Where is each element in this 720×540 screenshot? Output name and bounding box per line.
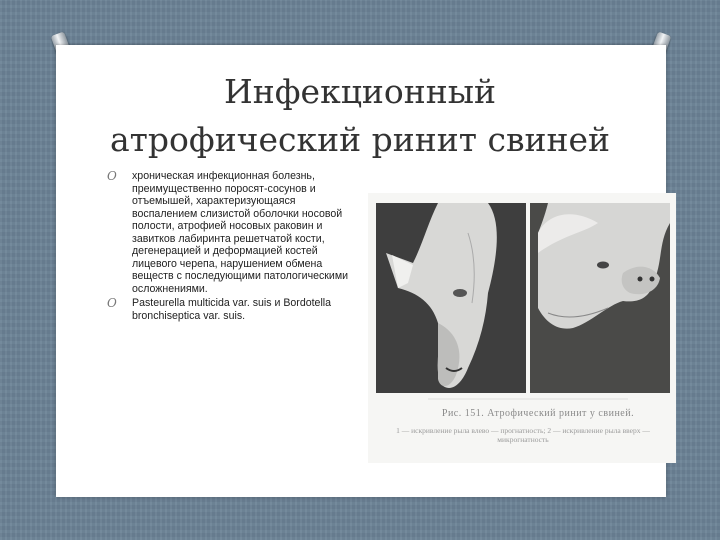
- bullet-item: [107, 296, 360, 322]
- bullet-marker-icon: O: [107, 169, 117, 183]
- bullet-text: Pasteurella multicida var. suis и Bordotella bronchiseptica var. suis.: [132, 297, 332, 322]
- pig-photo-right: [530, 203, 670, 393]
- title-line-1: Инфекционный: [223, 72, 497, 111]
- pig-figure: [368, 193, 676, 463]
- pig-photos: [368, 193, 676, 463]
- figure-caption: Рис. 151. Атрофический ринит у свиней.: [441, 408, 635, 419]
- figure-subcaption: 1 — искривление рыла влево — прогнатность; 2 — искривление рыла вверх — микрогнатность: [396, 426, 650, 444]
- pig-photo-left: [376, 203, 526, 393]
- bullet-marker-icon: O: [107, 296, 117, 310]
- bullet-text: хроническая инфекционная болезнь, преимущественно поросят-сосунов и отъемышей, характеризующаяся воспалением слизистой оболочки носовой полости, атрофией носовых раковин и завитков лабиринта решетчатой кости, дегенерацией и деформацией костей лицевого черепа, нарушением обмена веществ с последующими патологическими осложнениями.: [132, 170, 349, 295]
- title-line-2: атрофический ринит свиней: [109, 120, 611, 159]
- bullet-item: [107, 169, 360, 295]
- bullet-list: [107, 169, 360, 324]
- slide-title: [0, 68, 720, 164]
